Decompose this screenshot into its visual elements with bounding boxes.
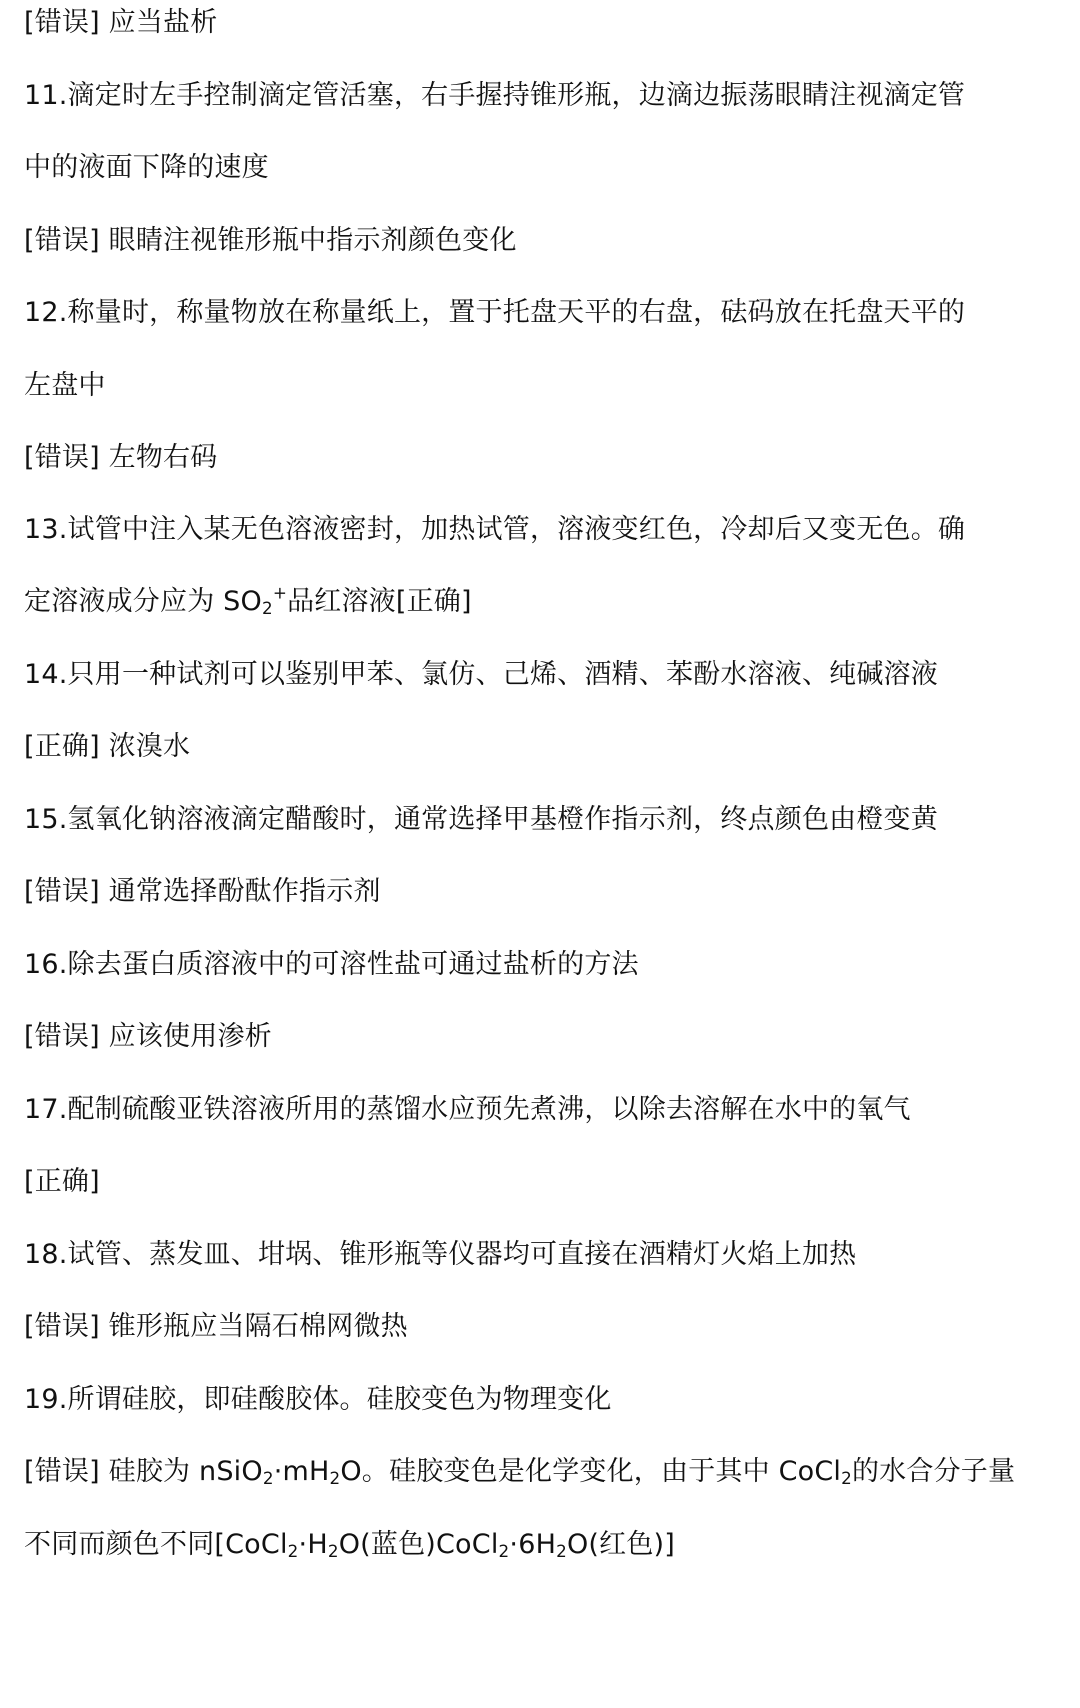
text-line-q18: 18.试管、蒸发皿、坩埚、锥形瓶等仪器均可直接在酒精灯火焰上加热 — [24, 1239, 857, 1270]
text-line-q12-a: 12.称量时，称量物放在称量纸上，置于托盘天平的右盘，砝码放在托盘天平的 — [24, 297, 966, 328]
text-line-q13-b — [24, 582, 472, 622]
text-line-answer-11: [错误] 眼睛注视锥形瓶中指示剂颜色变化 — [24, 225, 517, 256]
text-line-answer-16: [错误] 应该使用渗析 — [24, 1021, 272, 1052]
text-line-answer-19-a — [24, 1452, 1015, 1492]
text-line-q16: 16.除去蛋白质溶液中的可溶性盐可通过盐析的方法 — [24, 949, 639, 980]
text-segment: 品红溶液[正确] — [287, 586, 472, 617]
text-segment: [错误] 硅胶为 nSiO — [24, 1456, 263, 1487]
text-line-q12-b: 左盘中 — [24, 370, 106, 401]
text-line-q11-b: 中的液面下降的速度 — [24, 152, 269, 183]
subscript: 2 — [841, 1468, 852, 1489]
text-segment: O(蓝色)CoCl — [338, 1529, 499, 1560]
text-line-q14: 14.只用一种试剂可以鉴别甲苯、氯仿、己烯、酒精、苯酚水溶液、纯碱溶液 — [24, 659, 938, 690]
text-line-q13-a: 13.试管中注入某无色溶液密封，加热试管，溶液变红色，冷却后又变无色。确 — [24, 514, 966, 545]
text-line-answer-18: [错误] 锥形瓶应当隔石棉网微热 — [24, 1311, 408, 1342]
text-line-answer-12: [错误] 左物右码 — [24, 442, 218, 473]
text-line-answer-15: [错误] 通常选择酚酞作指示剂 — [24, 876, 381, 907]
text-segment: ·6H — [509, 1529, 557, 1560]
subscript: 2 — [556, 1541, 567, 1562]
subscript: 2 — [261, 598, 273, 619]
subscript: 2 — [498, 1541, 510, 1562]
text-segment: 不同而颜色不同[CoCl — [24, 1529, 288, 1560]
text-line-answer-10: [错误] 应当盐析 — [24, 7, 218, 38]
text-line-q19: 19.所谓硅胶，即硅酸胶体。硅胶变色为物理变化 — [24, 1384, 612, 1415]
text-segment: ·H — [298, 1529, 328, 1560]
text-segment: O(红色)] — [566, 1529, 675, 1560]
text-line-answer-19-b — [24, 1525, 675, 1565]
text-line-q11-a: 11.滴定时左手控制滴定管活塞，右手握持锥形瓶，边滴边振荡眼睛注视滴定管 — [24, 80, 966, 111]
text-segment: 的水合分子量 — [851, 1456, 1016, 1487]
subscript: 2 — [262, 1468, 274, 1489]
subscript: 2 — [287, 1541, 299, 1562]
text-segment: O。硅胶变色是化学变化，由于其中 CoCl — [340, 1456, 842, 1487]
text-segment: ·mH — [273, 1456, 330, 1487]
subscript: 2 — [329, 1468, 341, 1489]
subscript: 2 — [327, 1541, 339, 1562]
text-line-answer-17: [正确] — [24, 1166, 100, 1197]
superscript: + — [272, 582, 288, 603]
text-line-q17: 17.配制硫酸亚铁溶液所用的蒸馏水应预先煮沸，以除去溶解在水中的氧气 — [24, 1094, 911, 1125]
text-line-answer-14: [正确] 浓溴水 — [24, 731, 191, 762]
text-line-q15: 15.氢氧化钠溶液滴定醋酸时，通常选择甲基橙作指示剂，终点颜色由橙变黄 — [24, 804, 938, 835]
text-segment: 定溶液成分应为 SO — [24, 586, 262, 617]
